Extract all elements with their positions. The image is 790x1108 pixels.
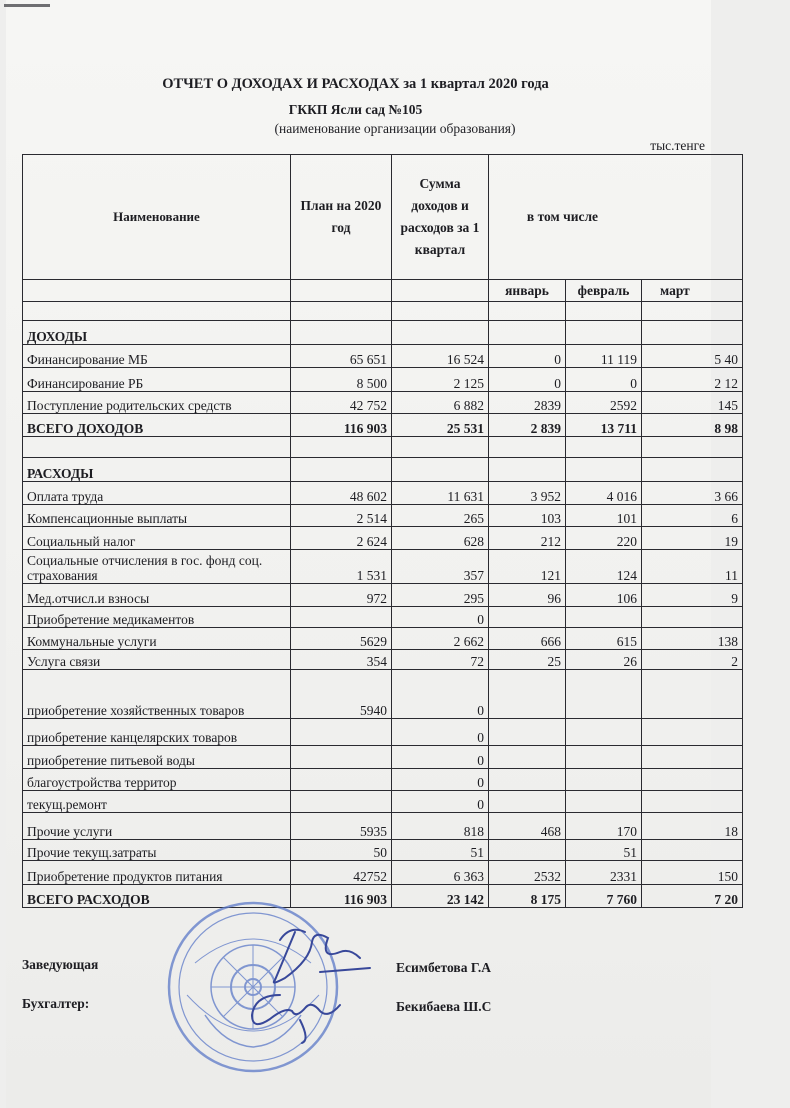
cell-jan: 121 xyxy=(489,550,566,584)
cell-feb xyxy=(566,769,642,791)
cell-feb: 11 119 xyxy=(566,345,642,368)
row-name: Поступление родительских средств xyxy=(23,392,291,414)
row-name: приобретение канцелярских товаров xyxy=(23,719,291,746)
cell-jan xyxy=(489,670,566,719)
cell-jan: 8 175 xyxy=(489,885,566,908)
head-name: Есимбетова Г.А xyxy=(396,960,492,975)
cell-jan: 96 xyxy=(489,584,566,607)
cell-plan: 5940 xyxy=(291,670,392,719)
cell-sum: 628 xyxy=(392,527,489,550)
cell-mar xyxy=(642,607,743,628)
row-name: Социальный налог xyxy=(23,527,291,550)
row-name: Прочие текущ.затраты xyxy=(23,840,291,861)
cell-sum: 265 xyxy=(392,505,489,527)
row-name: приобретение хозяйственных товаров xyxy=(23,670,291,719)
cell-jan: 3 952 xyxy=(489,482,566,505)
subheader-empty xyxy=(23,280,291,302)
expense-row xyxy=(23,670,743,719)
cell-feb xyxy=(566,791,642,813)
empty-cell xyxy=(489,302,566,321)
units-label: тыс.тенге xyxy=(650,138,705,153)
cell-sum: 0 xyxy=(392,719,489,746)
cell-plan: 2 624 xyxy=(291,527,392,550)
cell-plan xyxy=(291,607,392,628)
empty-cell xyxy=(642,437,743,458)
report-title: ОТЧЕТ О ДОХОДАХ И РАСХОДАХ за 1 квартал 2020 года xyxy=(162,76,549,92)
expense-row xyxy=(23,550,743,584)
cell-plan: 116 903 xyxy=(291,414,392,437)
cell-mar xyxy=(642,670,743,719)
organization-name: ГККП Ясли сад №105 xyxy=(288,102,423,117)
empty-cell xyxy=(291,437,392,458)
cell-jan: 25 xyxy=(489,650,566,670)
cell-sum: 51 xyxy=(392,840,489,861)
income-row xyxy=(23,368,743,392)
cell-jan xyxy=(489,746,566,769)
cell-feb: 26 xyxy=(566,650,642,670)
header-sum: Сумма доходов и расходов за 1 квартал xyxy=(392,155,489,280)
cell-plan: 116 903 xyxy=(291,885,392,908)
empty-cell xyxy=(392,437,489,458)
cell-sum: 6 363 xyxy=(392,861,489,885)
row-name: ВСЕГО РАСХОДОВ xyxy=(23,885,291,908)
subheader-empty xyxy=(392,280,489,302)
income-total-row xyxy=(23,414,743,437)
cell-plan: 5935 xyxy=(291,813,392,840)
section-title: ДОХОДЫ xyxy=(23,321,291,345)
cell-feb xyxy=(566,746,642,769)
cell-feb: 7 760 xyxy=(566,885,642,908)
empty-cell xyxy=(642,302,743,321)
cell-jan xyxy=(489,791,566,813)
cell-feb: 170 xyxy=(566,813,642,840)
cell-mar: 5 40 xyxy=(642,345,743,368)
row-name: текущ.ремонт xyxy=(23,791,291,813)
empty-cell xyxy=(642,458,743,482)
cell-jan xyxy=(489,769,566,791)
header-february: февраль xyxy=(566,280,642,302)
empty-cell xyxy=(566,302,642,321)
empty-cell xyxy=(489,321,566,345)
expense-row xyxy=(23,746,743,769)
empty-cell xyxy=(566,458,642,482)
income-row xyxy=(23,345,743,368)
empty-cell xyxy=(392,302,489,321)
expense-row xyxy=(23,607,743,628)
cell-sum: 818 xyxy=(392,813,489,840)
cell-mar xyxy=(642,769,743,791)
cell-sum: 72 xyxy=(392,650,489,670)
section-row xyxy=(23,321,743,345)
cell-feb: 106 xyxy=(566,584,642,607)
expense-row xyxy=(23,482,743,505)
expense-row xyxy=(23,584,743,607)
cell-jan: 468 xyxy=(489,813,566,840)
cell-sum: 0 xyxy=(392,670,489,719)
cell-plan xyxy=(291,769,392,791)
cell-plan: 65 651 xyxy=(291,345,392,368)
accountant-signature xyxy=(240,975,360,1045)
cell-jan: 2532 xyxy=(489,861,566,885)
cell-sum: 16 524 xyxy=(392,345,489,368)
cell-mar: 19 xyxy=(642,527,743,550)
section-row xyxy=(23,458,743,482)
empty-cell xyxy=(23,302,291,321)
row-name: благоустройства территор xyxy=(23,769,291,791)
cell-sum: 25 531 xyxy=(392,414,489,437)
expense-row xyxy=(23,527,743,550)
cell-feb: 51 xyxy=(566,840,642,861)
cell-jan xyxy=(489,840,566,861)
blank-row xyxy=(23,437,743,458)
subheader-empty xyxy=(291,280,392,302)
cell-mar: 138 xyxy=(642,628,743,650)
cell-feb: 13 711 xyxy=(566,414,642,437)
cell-sum: 2 125 xyxy=(392,368,489,392)
cell-feb: 124 xyxy=(566,550,642,584)
cell-plan: 42 752 xyxy=(291,392,392,414)
cell-plan: 5629 xyxy=(291,628,392,650)
cell-mar: 18 xyxy=(642,813,743,840)
row-name: Мед.отчисл.и взносы xyxy=(23,584,291,607)
cell-mar: 11 xyxy=(642,550,743,584)
cell-mar: 2 xyxy=(642,650,743,670)
cell-feb: 0 xyxy=(566,368,642,392)
cell-mar: 9 xyxy=(642,584,743,607)
row-name: Приобретение продуктов питания xyxy=(23,861,291,885)
row-name: Прочие услуги xyxy=(23,813,291,840)
expense-row xyxy=(23,769,743,791)
row-name: Финансирование РБ xyxy=(23,368,291,392)
blank-row xyxy=(23,302,743,321)
cell-jan xyxy=(489,719,566,746)
cell-feb: 101 xyxy=(566,505,642,527)
cell-feb: 2592 xyxy=(566,392,642,414)
paper-clip-mark xyxy=(4,4,50,7)
expense-row xyxy=(23,791,743,813)
header-january: январь xyxy=(489,280,566,302)
expense-row xyxy=(23,719,743,746)
cell-mar xyxy=(642,791,743,813)
cell-jan: 212 xyxy=(489,527,566,550)
expense-row xyxy=(23,650,743,670)
cell-jan: 0 xyxy=(489,368,566,392)
empty-cell xyxy=(566,437,642,458)
cell-plan: 1 531 xyxy=(291,550,392,584)
cell-feb: 615 xyxy=(566,628,642,650)
cell-sum: 0 xyxy=(392,791,489,813)
header-name: Наименование xyxy=(23,155,291,280)
table-header-row xyxy=(23,155,743,280)
report-table xyxy=(22,154,743,908)
cell-sum: 2 662 xyxy=(392,628,489,650)
row-name: Социальные отчисления в гос. фонд соц. страхования xyxy=(23,550,291,584)
cell-mar xyxy=(642,746,743,769)
empty-cell xyxy=(489,458,566,482)
empty-cell xyxy=(23,437,291,458)
cell-feb: 4 016 xyxy=(566,482,642,505)
organization-note: (наименование организации образования) xyxy=(274,121,516,136)
cell-feb: 220 xyxy=(566,527,642,550)
row-name: Компенсационные выплаты xyxy=(23,505,291,527)
table-subheader-row xyxy=(23,280,743,302)
income-row xyxy=(23,392,743,414)
cell-mar: 6 xyxy=(642,505,743,527)
empty-cell xyxy=(291,321,392,345)
cell-jan: 2 839 xyxy=(489,414,566,437)
row-name: Финансирование МБ xyxy=(23,345,291,368)
cell-sum: 295 xyxy=(392,584,489,607)
cell-mar: 3 66 xyxy=(642,482,743,505)
cell-jan: 666 xyxy=(489,628,566,650)
expense-row xyxy=(23,628,743,650)
cell-jan: 0 xyxy=(489,345,566,368)
expense-row xyxy=(23,505,743,527)
expense-total-row xyxy=(23,885,743,908)
row-name: Приобретение медикаментов xyxy=(23,607,291,628)
cell-plan xyxy=(291,791,392,813)
empty-cell xyxy=(392,458,489,482)
cell-sum: 23 142 xyxy=(392,885,489,908)
accountant-name: Бекибаева Ш.С xyxy=(396,999,492,1014)
cell-mar: 7 20 xyxy=(642,885,743,908)
cell-feb xyxy=(566,670,642,719)
cell-plan: 50 xyxy=(291,840,392,861)
empty-cell xyxy=(642,321,743,345)
section-title: РАСХОДЫ xyxy=(23,458,291,482)
cell-sum: 0 xyxy=(392,607,489,628)
empty-cell xyxy=(291,302,392,321)
cell-mar xyxy=(642,719,743,746)
row-name: ВСЕГО ДОХОДОВ xyxy=(23,414,291,437)
cell-mar: 145 xyxy=(642,392,743,414)
row-name: Услуга связи xyxy=(23,650,291,670)
cell-mar: 8 98 xyxy=(642,414,743,437)
empty-cell xyxy=(291,458,392,482)
cell-sum: 6 882 xyxy=(392,392,489,414)
cell-plan: 8 500 xyxy=(291,368,392,392)
empty-cell xyxy=(392,321,489,345)
cell-feb xyxy=(566,719,642,746)
header-plan: План на 2020 год xyxy=(291,155,392,280)
cell-mar xyxy=(642,840,743,861)
expense-row xyxy=(23,861,743,885)
cell-sum: 0 xyxy=(392,769,489,791)
cell-mar: 2 12 xyxy=(642,368,743,392)
header-march: март xyxy=(642,280,743,302)
cell-plan: 2 514 xyxy=(291,505,392,527)
cell-feb: 2331 xyxy=(566,861,642,885)
cell-sum: 357 xyxy=(392,550,489,584)
cell-feb xyxy=(566,607,642,628)
empty-cell xyxy=(566,321,642,345)
cell-jan: 103 xyxy=(489,505,566,527)
head-label: Заведующая xyxy=(22,957,99,972)
cell-plan xyxy=(291,746,392,769)
cell-plan: 972 xyxy=(291,584,392,607)
row-name: Коммунальные услуги xyxy=(23,628,291,650)
cell-plan: 48 602 xyxy=(291,482,392,505)
cell-sum: 11 631 xyxy=(392,482,489,505)
header-including: в том числе xyxy=(489,155,743,280)
empty-cell xyxy=(489,437,566,458)
cell-plan xyxy=(291,719,392,746)
cell-plan: 354 xyxy=(291,650,392,670)
cell-jan xyxy=(489,607,566,628)
row-name: приобретение питьевой воды xyxy=(23,746,291,769)
row-name: Оплата труда xyxy=(23,482,291,505)
cell-plan: 42752 xyxy=(291,861,392,885)
expense-row xyxy=(23,840,743,861)
expense-row xyxy=(23,813,743,840)
cell-mar: 150 xyxy=(642,861,743,885)
cell-jan: 2839 xyxy=(489,392,566,414)
accountant-label: Бухгалтер: xyxy=(22,996,90,1011)
cell-sum: 0 xyxy=(392,746,489,769)
